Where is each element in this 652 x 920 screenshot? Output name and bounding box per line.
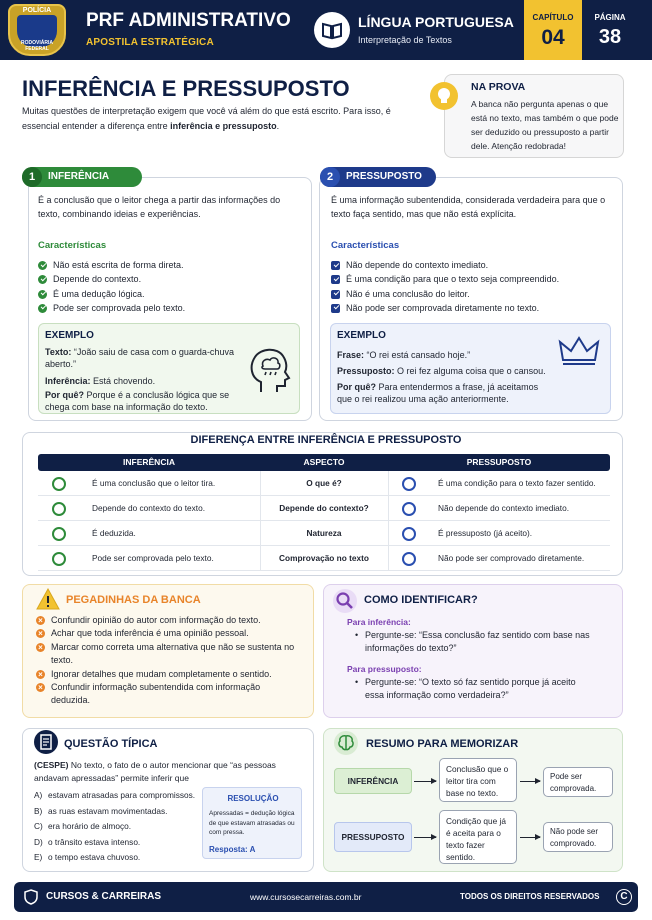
inferencia-definition: É a conclusão que o leitor chega a partir das informações do texto, combinando ideias e experiências. [38,195,281,219]
resumo-title: RESUMO PARA MEMORIZAR [366,738,519,750]
option-text: o tempo estava chuvoso. [48,852,141,862]
inferencia-char-list [38,258,185,315]
na-prova-callout [444,74,624,158]
chapter-label: CAPÍTULO [532,13,574,22]
inferencia-char-item: É uma dedução lógica. [38,287,185,301]
inferencia-example-text: Texto: “João saiu de casa com o guarda-chuva aberto.” [45,347,234,369]
cell-inferencia: É deduzida. [92,528,136,538]
comparison-table-body [38,471,610,571]
badge-top-text: POLÍCIA [22,7,52,14]
answer-option[interactable] [34,836,202,852]
option-text: era horário de almoço. [48,821,132,831]
diferenca-title: DIFERENÇA ENTRE INFERÊNCIA E PRESSUPOSTO [190,434,462,446]
pressuposto-definition: É uma informação subentendida, considerada verdadeira para que o texto faça sentido, mas que não está explícita. [331,195,606,219]
resumo-inf-result: Pode ser comprovada. [543,767,613,797]
row-pressuposto-icon [402,527,416,541]
row-inferencia-icon [52,552,66,566]
pressuposto-char-item: Não pode ser comprovada diretamente no texto. [331,301,559,315]
option-text: as ruas estavam movimentadas. [48,805,168,816]
lightbulb-icon [430,82,458,110]
pegadinhas-title: PEGADINHAS DA BANCA [66,594,201,606]
identificar-pres-text: • Pergunte-se: “O texto só faz sentido porque já aceito essa informação como verdadeira?” [355,677,576,700]
cell-pressuposto: Não pode ser comprovado diretamente. [438,553,585,563]
resumo-pres-desc: Condição que já é aceita para o texto fazer sentido. [439,810,517,864]
resolucao-title: RESOLUÇÃO [227,794,279,803]
option-letter: A) [34,790,43,800]
cell-inferencia: Pode ser comprovada pelo texto. [92,553,214,563]
pegadinha-item: × Confundir informação subentendida com informação deduzida. [36,681,300,708]
book-icon [314,12,350,48]
inferencia-char-item: Depende do contexto. [38,272,185,286]
inferencia-example-why: Por quê? Porque é a conclusão lógica que se chega com base na informação do texto. [45,390,230,412]
footer-rights: TODOS OS DIREITOS RESERVADOS [460,892,600,901]
answer-option[interactable] [34,805,202,821]
inferencia-number: 1 [22,167,42,187]
resumo-inf-label: INFERÊNCIA [334,768,412,794]
footer-shield-icon [24,882,38,912]
option-letter: B) [34,805,43,816]
option-letter: C) [34,821,43,831]
table-row [38,521,610,546]
pressuposto-example-pressuposto: Pressuposto: O rei fez alguma coisa que o cansou. [337,366,546,376]
answer-option[interactable] [34,851,202,867]
identificar-inf-text: • Pergunte-se: “Essa conclusão faz sentido com base nas informações do texto?” [355,630,590,653]
table-row [38,546,610,571]
pressuposto-char-item: Não depende do contexto imediato. [331,258,559,272]
cell-inferencia: Depende do contexto do texto. [92,503,206,513]
pressuposto-char-item: É uma condição para que o texto seja compreendido. [331,272,559,286]
chapter-number: 04 [541,26,565,49]
document-icon [34,730,58,759]
pegadinhas-list [36,614,300,708]
pressuposto-example [330,323,611,414]
inferencia-pill: INFERÊNCIA [22,167,142,187]
chapter-box [524,0,582,60]
answer-option[interactable] [34,789,202,805]
arrow-right-icon [520,837,540,838]
resumo-pres-label: PRESSUPOSTO [334,822,412,852]
identificar-inf-label: Para inferência: [347,617,411,627]
cell-aspecto: Natureza [306,528,342,538]
row-inferencia-icon [52,502,66,516]
identificar-title: COMO IDENTIFICAR? [364,594,478,606]
option-letter: E) [34,852,43,862]
warning-icon [36,588,60,615]
resumo-pres-result: Não pode ser comprovado. [543,822,613,852]
option-text: o trânsito estava intenso. [48,836,141,847]
questao-title: QUESTÃO TÍPICA [64,738,158,750]
header-pressuposto: PRESSUPOSTO [466,457,532,467]
pressuposto-example-frase: Frase: “O rei está cansado hoje.” [337,350,471,360]
table-header [38,454,610,471]
resolucao-box [202,787,302,859]
pressuposto-pill: PRESSUPOSTO [320,167,436,187]
pressuposto-char-item: Não é uma conclusão do leitor. [331,287,559,301]
crown-icon [557,334,601,373]
page-box [582,0,638,60]
inferencia-char-title: Características [38,240,107,251]
pressuposto-char-title: Características [331,240,400,251]
option-text: estavam atrasadas para compromissos. [48,790,196,800]
badge-bottom-text: RODOVIÁRIA FEDERAL [21,40,53,52]
pressuposto-example-title: EXEMPLO [337,330,386,341]
page-label: PÁGINA [594,13,626,22]
cell-aspecto: Comprovação no texto [279,553,369,563]
arrow-right-icon [414,781,436,782]
row-inferencia-icon [52,477,66,491]
header-inferencia: INFERÊNCIA [123,457,175,467]
row-pressuposto-icon [402,477,416,491]
header-aspecto: ASPECTO [303,457,345,467]
inferencia-example-title: EXEMPLO [45,330,94,341]
answer-option[interactable] [34,820,202,836]
inferencia-char-item: Não está escrita de forma direta. [38,258,185,272]
cell-pressuposto: É uma condição para o texto fazer sentido. [438,478,596,488]
inferencia-example-inference: Inferência: Está chovendo. [45,376,156,386]
pressuposto-char-list [331,258,559,315]
table-row [38,471,610,496]
page-number: 38 [598,26,622,48]
row-pressuposto-icon [402,502,416,516]
pegadinha-item: × Marcar como correta uma alternativa que não se sustenta no texto. [36,641,300,668]
cell-aspecto: Depende do contexto? [279,503,369,513]
inferencia-example [38,323,300,414]
resolucao-text: Apressadas = dedução lógica de que estavam atrasadas ou com pressa. [209,810,295,836]
page-footer [14,882,638,912]
resolucao-answer: Resposta: A [209,845,256,854]
pressuposto-example-why: Por quê? Para entendermos a frase, já aceitamos que o rei realizou uma ação anteriormente. [337,382,539,404]
inferencia-char-item: Pode ser comprovada pelo texto. [38,301,185,315]
footer-brand: CURSOS & CARREIRAS [46,891,162,902]
cell-pressuposto: Não depende do contexto imediato. [438,503,570,513]
subject-title: LÍNGUA PORTUGUESA [358,14,514,30]
pressuposto-number: 2 [320,167,340,187]
cell-inferencia: É uma conclusão que o leitor tira. [92,478,216,488]
na-prova-text: A banca não pergunta apenas o que está no texto, mas também o que pode ser deduzido ou pressuposto a partir dele. Atenção redobrada! [471,99,619,151]
copyright-icon: C [616,889,632,905]
footer-url[interactable]: www.cursosecarreiras.com.br [250,892,362,902]
table-row [38,496,610,521]
arrow-right-icon [414,837,436,838]
brain-icon [333,730,359,761]
prf-badge-logo [8,4,66,56]
questao-stem: (CESPE) No texto, o fato de o autor mencionar que “as pessoas andavam apressadas” permite inferir que [34,760,276,783]
pegadinha-item: × Ignorar detalhes que mudam completamente o sentido. [36,668,300,681]
cell-pressuposto: É pressuposto (já aceito). [438,528,533,538]
na-prova-title: NA PROVA [471,81,526,93]
intro-text: Muitas questões de interpretação exigem que você vá além do que está escrito. Para isso, é essencial entender a diferença entre inferência e pressuposto. [22,106,391,131]
option-letter: D) [34,836,43,847]
identificar-pres-label: Para pressuposto: [347,664,422,674]
magnifier-icon [332,588,358,619]
resumo-inf-desc: Conclusão que o leitor tira com base no texto. [439,758,517,802]
subject-topic: Interpretação de Textos [358,35,452,45]
pegadinha-item: × Confundir opinião do autor com informação do texto. [36,614,300,627]
questao-options [34,789,202,867]
cell-aspecto: O que é? [306,478,342,488]
head-rain-icon [245,342,293,399]
header-subtitle: APOSTILA ESTRATÉGICA [86,37,214,48]
arrow-right-icon [520,781,540,782]
main-title: INFERÊNCIA E PRESSUPOSTO [22,76,350,101]
header-title: PRF ADMINISTRATIVO [86,10,291,31]
row-pressuposto-icon [402,552,416,566]
pegadinha-item: × Achar que toda inferência é uma opinião pessoal. [36,627,300,640]
row-inferencia-icon [52,527,66,541]
